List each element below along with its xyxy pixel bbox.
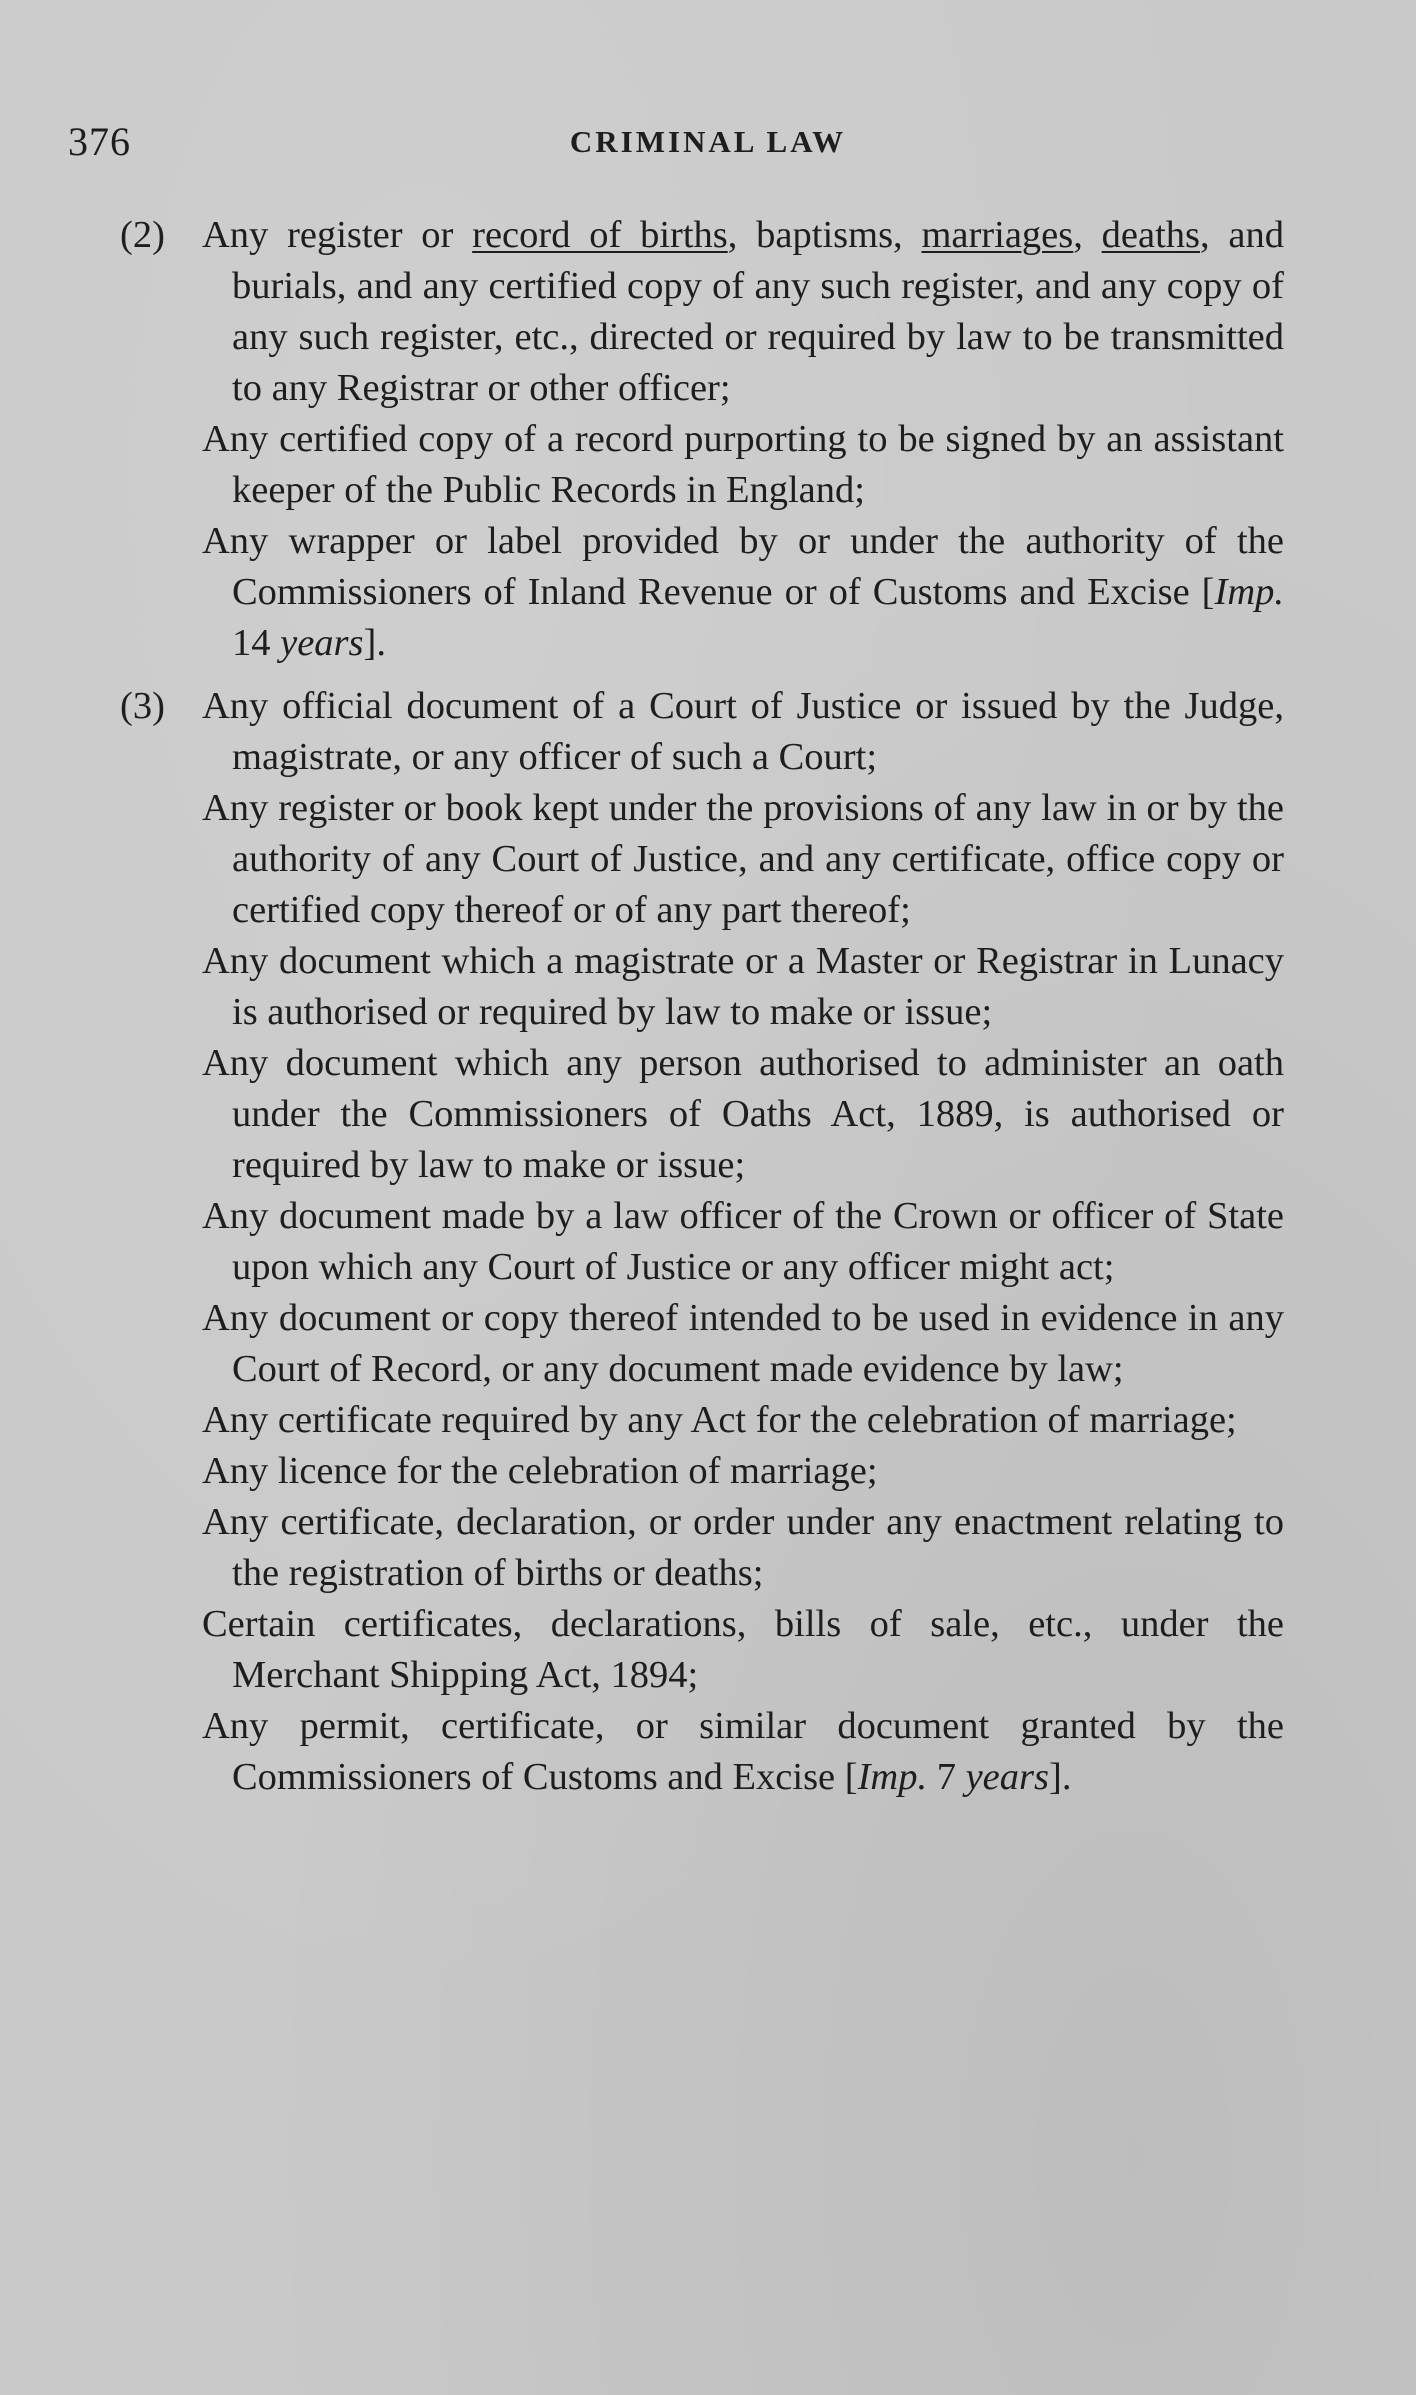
text-segment: marriages — [921, 214, 1074, 256]
text-segment: , baptisms, — [727, 214, 922, 256]
list-item — [120, 1395, 1284, 1446]
text-segment: Certain certificates, declarations, bills of sale, etc., under the Merchant Shipping Act, 1894; — [202, 1603, 1284, 1696]
text-segment: Any register or book kept under the provisions of any law in or by the authority of any Court of Justice, and any certificate, office copy or certified copy thereof or of any part thereof; — [202, 787, 1284, 931]
text-segment: 7 — [927, 1756, 966, 1798]
list-item — [120, 1599, 1284, 1701]
section-number: (3) — [120, 685, 165, 727]
list-item — [120, 210, 1284, 414]
list-item — [120, 936, 1284, 1038]
text-segment: Any document which any person authorised to administer an oath under the Commissioners of Oaths Act, 1889, is authorised or required by law to make or issue; — [202, 1042, 1284, 1186]
text-segment: Any wrapper or label provided by or under the authority of the Commissioners of Inland Revenue or of Customs and Excise [ — [202, 520, 1284, 613]
text-segment: years — [280, 622, 364, 664]
list-item — [120, 1446, 1284, 1497]
list-item — [120, 516, 1284, 669]
text-segment: ]. — [363, 622, 386, 664]
text-segment: Any certified copy of a record purporting to be signed by an assistant keeper of the Public Records in England; — [202, 418, 1284, 511]
section — [120, 210, 1284, 669]
text-segment: deaths — [1101, 214, 1201, 256]
text-segment: years — [965, 1756, 1049, 1798]
text-segment: Imp. — [857, 1756, 928, 1798]
text-segment: Any register or — [202, 214, 473, 256]
running-head: CRIMINAL LAW — [569, 124, 847, 159]
text-segment: , — [1073, 214, 1102, 256]
list-item — [120, 1191, 1284, 1293]
text-segment: Any certificate, declaration, or order under any enactment relating to the registration of births or deaths; — [202, 1501, 1284, 1594]
list-item — [120, 681, 1284, 783]
text-segment: Any permit, certificate, or similar document granted by the Commissioners of Customs and Excise [ — [202, 1705, 1284, 1798]
text-segment: record of births — [472, 214, 728, 256]
list-item — [120, 783, 1284, 936]
text-segment: Imp. — [1214, 571, 1284, 613]
section — [120, 681, 1284, 1803]
list-item — [120, 1293, 1284, 1395]
section-number: (2) — [120, 214, 165, 256]
list-item — [120, 1038, 1284, 1191]
text-segment: , and burials, and any certified copy of any such register, and any copy of any such register, etc., directed or required by law to be transmitted to any Registrar or other officer; — [232, 214, 1284, 409]
text-segment: Any document or copy thereof intended to be used in evidence in any Court of Record, or any document made evidence by law; — [202, 1297, 1284, 1390]
text-segment: Any certificate required by any Act for the celebration of marriage; — [202, 1399, 1237, 1441]
page-number: 376 — [68, 119, 131, 164]
body-text — [120, 210, 1284, 1815]
text-segment: Any document which a magistrate or a Master or Registrar in Lunacy is authorised or required by law to make or issue; — [202, 940, 1284, 1033]
list-item — [120, 1497, 1284, 1599]
text-segment: Any official document of a Court of Justice or issued by the Judge, magistrate, or any officer of such a Court; — [202, 685, 1284, 778]
text-segment: ]. — [1049, 1756, 1072, 1798]
text-segment: Any licence for the celebration of marriage; — [202, 1450, 878, 1492]
list-item — [120, 414, 1284, 516]
text-segment: Any document made by a law officer of the Crown or officer of State upon which any Court of Justice or any officer might act; — [202, 1195, 1284, 1288]
text-segment: 14 — [232, 622, 281, 664]
list-item — [120, 1701, 1284, 1803]
